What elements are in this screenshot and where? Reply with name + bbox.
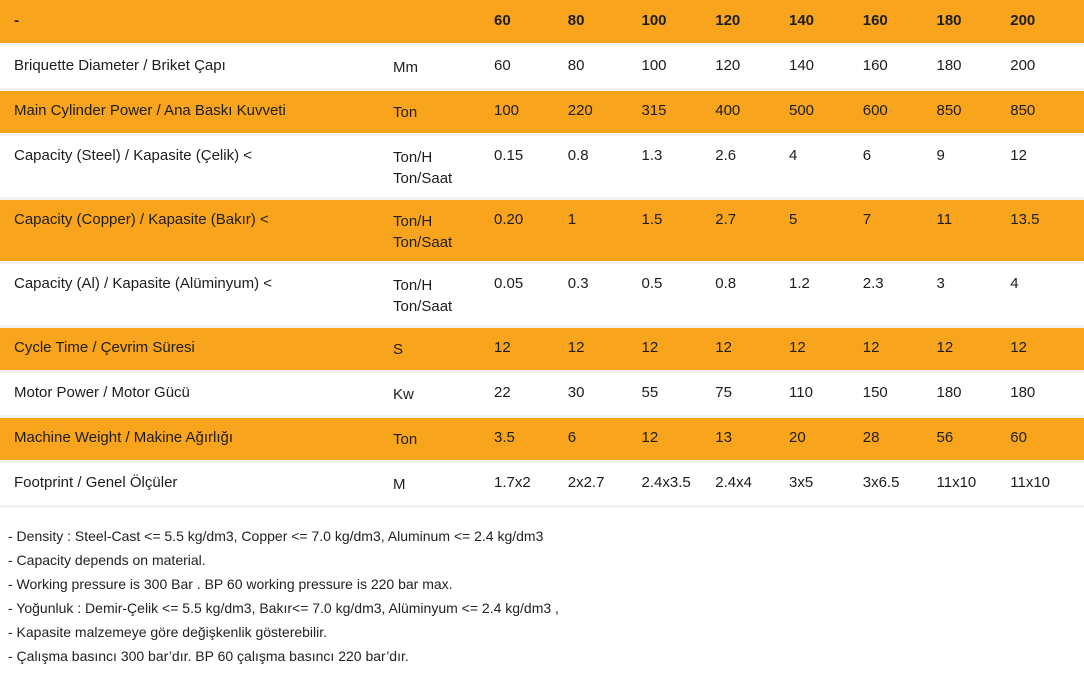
row-value: 100 <box>642 44 716 89</box>
row-value: 220 <box>568 89 642 134</box>
header-model-cell: 60 <box>494 0 568 44</box>
row-value: 75 <box>715 371 789 416</box>
row-label: Capacity (Copper) / Kapasite (Bakır) < <box>0 198 393 262</box>
header-model-cell: 80 <box>568 0 642 44</box>
row-value: 1.3 <box>642 134 716 198</box>
row-value: 5 <box>789 198 863 262</box>
row-value: 12 <box>642 416 716 461</box>
row-value: 7 <box>863 198 937 262</box>
row-value: 1.7x2 <box>494 461 568 506</box>
row-value: 100 <box>494 89 568 134</box>
row-value: 6 <box>863 134 937 198</box>
header-model-cell: 140 <box>789 0 863 44</box>
row-value: 2.7 <box>715 198 789 262</box>
table-row <box>0 461 1084 506</box>
row-value: 0.20 <box>494 198 568 262</box>
row-value: 2.4x4 <box>715 461 789 506</box>
row-value: 1.5 <box>642 198 716 262</box>
row-unit <box>393 262 494 326</box>
row-value: 0.8 <box>568 134 642 198</box>
table-row <box>0 371 1084 416</box>
row-label: Motor Power / Motor Gücü <box>0 371 393 416</box>
row-value: 12 <box>494 326 568 371</box>
row-value: 60 <box>1010 416 1084 461</box>
row-value: 2x2.7 <box>568 461 642 506</box>
row-value: 0.15 <box>494 134 568 198</box>
row-value: 11x10 <box>937 461 1011 506</box>
row-value: 4 <box>789 134 863 198</box>
row-value: 13 <box>715 416 789 461</box>
table-row <box>0 262 1084 326</box>
row-unit <box>393 461 494 506</box>
row-value: 600 <box>863 89 937 134</box>
row-label: Capacity (Steel) / Kapasite (Çelik) < <box>0 134 393 198</box>
table-row <box>0 326 1084 371</box>
row-value: 850 <box>1010 89 1084 134</box>
row-value: 3x6.5 <box>863 461 937 506</box>
row-value: 12 <box>642 326 716 371</box>
row-unit-line: Mm <box>393 58 418 76</box>
row-label: Footprint / Genel Ölçüler <box>0 461 393 506</box>
row-value: 3 <box>937 262 1011 326</box>
row-value: 2.6 <box>715 134 789 198</box>
row-unit-line: M <box>393 475 406 493</box>
row-unit <box>393 134 494 198</box>
row-label: Machine Weight / Makine Ağırlığı <box>0 416 393 461</box>
note-line: - Density : Steel-Cast <= 5.5 kg/dm3, Copper <= 7.0 kg/dm3, Aluminum <= 2.4 kg/dm3 <box>8 527 544 544</box>
header-model-cell: 180 <box>937 0 1011 44</box>
table-row <box>0 44 1084 89</box>
row-value: 1 <box>568 198 642 262</box>
header-dash-cell: - <box>0 0 393 44</box>
row-value: 56 <box>937 416 1011 461</box>
row-unit-line: S <box>393 340 404 358</box>
row-value: 9 <box>937 134 1011 198</box>
row-value: 55 <box>642 371 716 416</box>
row-value: 3x5 <box>789 461 863 506</box>
note-line: - Yoğunluk : Demir-Çelik <= 5.5 kg/dm3, Bakır<= 7.0 kg/dm3, Alüminyum <= 2.4 kg/dm3 , <box>8 599 559 616</box>
row-value: 28 <box>863 416 937 461</box>
row-unit <box>393 198 494 262</box>
row-value: 400 <box>715 89 789 134</box>
row-unit-line: Ton/H <box>393 212 433 230</box>
table-row <box>0 89 1084 134</box>
row-value: 120 <box>715 44 789 89</box>
note-line: - Working pressure is 300 Bar . BP 60 working pressure is 220 bar max. <box>8 575 453 592</box>
row-value: 13.5 <box>1010 198 1084 262</box>
row-label: Main Cylinder Power / Ana Baskı Kuvveti <box>0 89 393 134</box>
table-row <box>0 198 1084 262</box>
note-line: - Kapasite malzemeye göre değişkenlik gösterebilir. <box>8 623 328 640</box>
table-row <box>0 134 1084 198</box>
row-unit-line: Ton <box>393 430 418 448</box>
row-value: 12 <box>937 326 1011 371</box>
row-value: 140 <box>789 44 863 89</box>
row-value: 12 <box>863 326 937 371</box>
row-unit-line: Ton/Saat <box>393 169 453 187</box>
row-value: 200 <box>1010 44 1084 89</box>
row-unit-line: Ton <box>393 103 418 121</box>
row-value: 850 <box>937 89 1011 134</box>
header-model-cell: 200 <box>1010 0 1084 44</box>
header-unit-spacer <box>393 0 494 44</box>
row-value: 60 <box>494 44 568 89</box>
note-line: - Capacity depends on material. <box>8 551 206 568</box>
row-value: 12 <box>789 326 863 371</box>
row-value: 0.3 <box>568 262 642 326</box>
row-value: 2.3 <box>863 262 937 326</box>
table-header-row <box>0 0 1084 44</box>
row-value: 12 <box>1010 326 1084 371</box>
row-value: 180 <box>1010 371 1084 416</box>
row-value: 180 <box>937 371 1011 416</box>
row-value: 30 <box>568 371 642 416</box>
row-value: 500 <box>789 89 863 134</box>
header-model-cell: 100 <box>642 0 716 44</box>
row-label: Briquette Diameter / Briket Çapı <box>0 44 393 89</box>
header-model-cell: 120 <box>715 0 789 44</box>
row-unit-line: Ton/Saat <box>393 297 453 315</box>
row-value: 0.8 <box>715 262 789 326</box>
row-value: 3.5 <box>494 416 568 461</box>
row-unit-line: Ton/Saat <box>393 233 453 251</box>
row-value: 12 <box>568 326 642 371</box>
row-value: 22 <box>494 371 568 416</box>
row-value: 0.5 <box>642 262 716 326</box>
row-value: 160 <box>863 44 937 89</box>
row-value: 180 <box>937 44 1011 89</box>
row-unit <box>393 371 494 416</box>
row-value: 4 <box>1010 262 1084 326</box>
row-label: Capacity (Al) / Kapasite (Alüminyum) < <box>0 262 393 326</box>
row-value: 1.2 <box>789 262 863 326</box>
row-unit-line: Ton/H <box>393 276 433 294</box>
row-unit <box>393 44 494 89</box>
row-label: Cycle Time / Çevrim Süresi <box>0 326 393 371</box>
row-value: 6 <box>568 416 642 461</box>
row-value: 11x10 <box>1010 461 1084 506</box>
row-value: 150 <box>863 371 937 416</box>
row-unit-line: Ton/H <box>393 148 433 166</box>
table-row <box>0 416 1084 461</box>
row-unit <box>393 89 494 134</box>
row-value: 110 <box>789 371 863 416</box>
row-unit-line: Kw <box>393 385 414 403</box>
row-value: 20 <box>789 416 863 461</box>
row-value: 2.4x3.5 <box>642 461 716 506</box>
row-unit <box>393 326 494 371</box>
note-line: - Çalışma basıncı 300 bar’dır. BP 60 çalışma basıncı 220 bar’dır. <box>8 647 409 664</box>
row-unit <box>393 416 494 461</box>
notes <box>8 524 1084 668</box>
row-value: 12 <box>1010 134 1084 198</box>
row-value: 12 <box>715 326 789 371</box>
row-value: 315 <box>642 89 716 134</box>
row-value: 0.05 <box>494 262 568 326</box>
row-value: 80 <box>568 44 642 89</box>
row-value: 11 <box>937 198 1011 262</box>
header-model-cell: 160 <box>863 0 937 44</box>
